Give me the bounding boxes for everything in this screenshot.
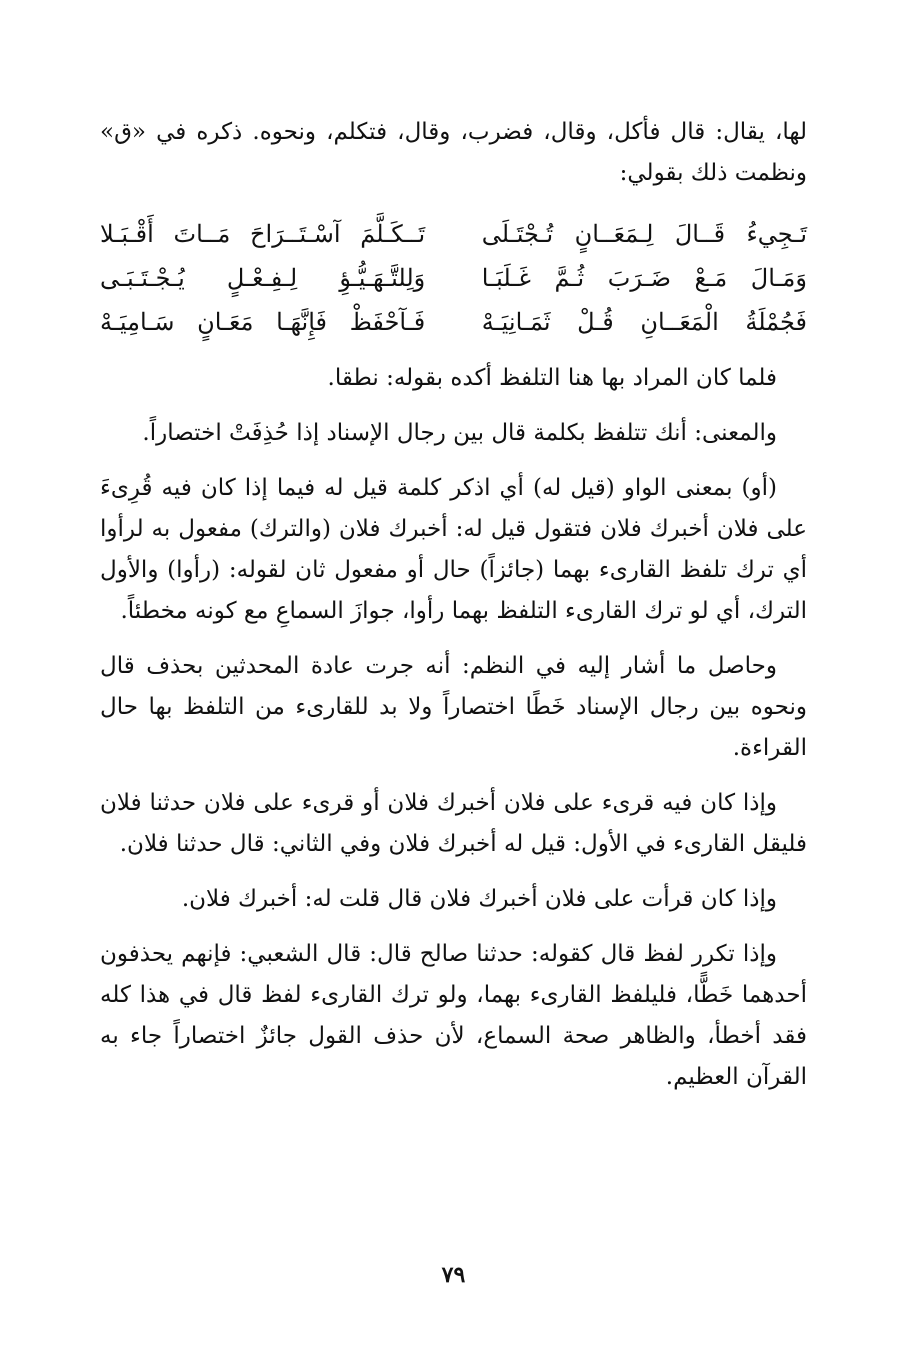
verse-second-hemistich: وَلِلتَّـهَـيُّـؤِ لِـفِـعْـلٍ يُـجْـتَـبَـى [100, 264, 426, 292]
paragraph-meaning: والمعنى: أنك تتلفظ بكلمة قال بين رجال الإسناد إذا حُذِفَتْ اختصاراً. [142, 420, 777, 446]
poem-verse [100, 300, 807, 344]
paragraph-repetition: وإذا تكرر لفظ قال كقوله: حدثنا صالح قال: قال الشعبي: فإنهم يحذفون أحدهما خَطًّا، فليلفظ القارىء بهما، ولو ترك القارىء لفظ قال في هذا كله فقد أخطأ، والظاهر صحة السماع، لأن حذف القول جائزٌ اختصاراً جاء به القرآن العظيم. [100, 941, 807, 1090]
paragraph-pronounce: فلما كان المراد بها هنا التلفظ أكده بقوله: نطقا. [327, 365, 777, 391]
verse-second-hemistich: فَـآحْفَظْ فَإِنَّهَـا مَعَـانٍ سَـامِيَـهْ [100, 308, 426, 336]
poem-verse [100, 256, 807, 300]
paragraph-summary: وحاصل ما أشار إليه في النظم: أنه جرت عادة المحدثين بحذف قال ونحوه بين رجال الإسناد خَطًا اختصاراً ولا بد للقارىء من التلفظ بها حال القراءة. [100, 653, 807, 761]
verse-second-hemistich: تَــكَـلَّمَ آسْـتَــرَاحَ مَــاتَ أَقْـبَـلا [100, 220, 426, 248]
paragraph-quri-ala: وإذا كان فيه قرىء على فلان أخبرك فلان أو قرىء على فلان حدثنا فلان فليقل القارىء في الأول: قيل له أخبرك فلان وفي الثاني: قال حدثنا فلان. [100, 790, 807, 857]
verse-first-hemistich: تَـجِيءُ قَــالَ لِـمَعَــانٍ تُـجْتَـلَى [481, 220, 807, 248]
opening-paragraph: لها، يقال: قال فأكل، وقال، فضرب، وقال، فتكلم، ونحوه. ذكره في «ق» ونظمت ذلك بقولي: [100, 119, 807, 186]
verse-first-hemistich: فَجُمْلَةُ الْمَعَــانِ قُـلْ ثَمَـانِيَـهْ [481, 308, 807, 336]
poem [100, 212, 807, 344]
page-number: ٧٩ [441, 1262, 466, 1288]
paragraph-qaratu: وإذا كان قرأت على فلان أخبرك فلان قال قلت له: أخبرك فلان. [181, 886, 777, 912]
verse-first-hemistich: وَمَـالَ مَـعْ ضَـرَبَ ثُـمَّ غَـلَبَـا [481, 264, 807, 292]
poem-verse [100, 212, 807, 256]
paragraph-or-qila-lahu: (أو) بمعنى الواو (قيل له) أي اذكر كلمة قيل له فيما إذا كان فيه قُرِىءَ على فلان أخبرك فلان فتقول قيل له: أخبرك فلان (والترك) مفعول به لرأوا أي ترك تلفظ القارىء بهما (جائزاً) حال أو مفعول ثان لقوله: (رأوا) والأول الترك، أي لو ترك القارىء التلفظ بهما رأوا، جوازَ السماعِ مع كونه مخطئاً. [100, 475, 807, 624]
